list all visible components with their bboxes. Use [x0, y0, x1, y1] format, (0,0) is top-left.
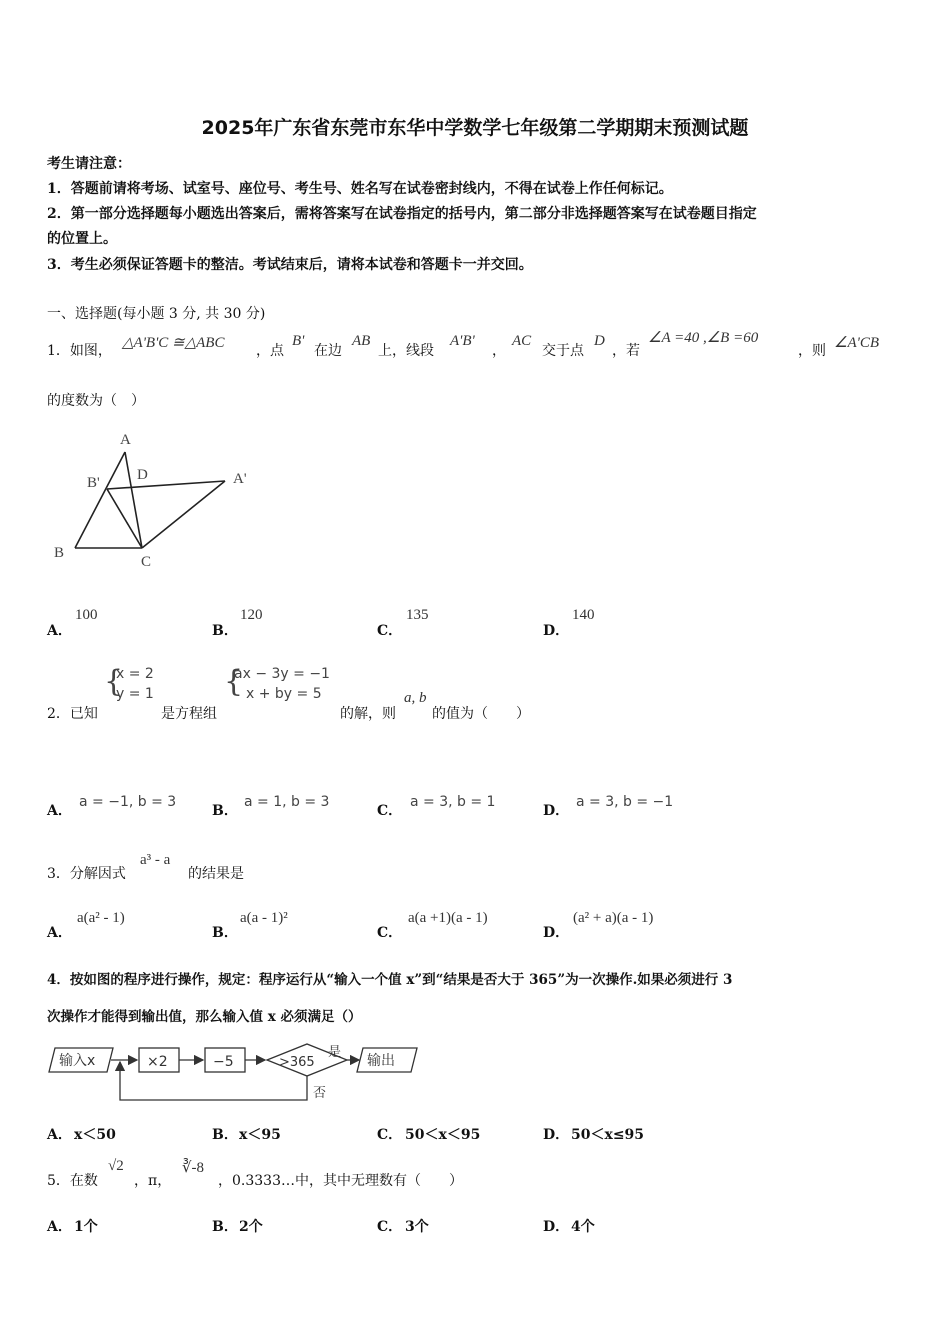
q2-equation-1: ax − 3y = −1	[234, 666, 330, 682]
q2-text-1: 是方程组	[161, 706, 217, 722]
q3-option-a-value: a(a² - 1)	[77, 910, 125, 926]
q2-option-d-label: D．	[543, 803, 570, 819]
q2-option-a-value: a = −1, b = 3	[79, 794, 177, 810]
q2-option-b-label: B．	[212, 803, 238, 819]
q1-side-ab: AB	[352, 333, 371, 349]
notice-item-1: 1．答题前请将考场、试室号、座位号、考生号、姓名写在试卷密封线内，不得在试卷上作任何标记。	[47, 181, 673, 197]
label-c: C	[141, 554, 152, 570]
q5-text-2: ，0.3333…中，其中无理数有（ ）	[218, 1173, 463, 1189]
q1-option-b-label: B．	[212, 623, 238, 639]
q2-equation-2: x + by = 5	[246, 686, 322, 702]
q2-option-a-label: A．	[47, 803, 72, 819]
q4-line-1: 4．按如图的程序进行操作，规定：程序运行从“输入一个值 x”到“结果是否大于 365”为一次操作.如果必须进行 3	[47, 972, 733, 988]
q2-solution-y: y = 1	[116, 686, 154, 702]
q4-line-2: 次操作才能得到输出值，那么输入值 x 必须满足（）	[47, 1009, 362, 1025]
q5-option-d-value: 4个	[571, 1219, 595, 1235]
q2-option-b-value: a = 1, b = 3	[244, 794, 330, 810]
notice-item-2: 2．第一部分选择题每小题选出答案后，需将答案写在试卷指定的括号内，第二部分非选择题答案写在试卷题目指定	[47, 206, 757, 222]
flow-multiply: ×2	[147, 1054, 168, 1070]
notice-item-3: 3．考生必须保证答题卡的整洁。考试结束后，请将本试卷和答题卡一并交回。	[47, 257, 533, 273]
label-aprime: A'	[233, 471, 247, 487]
q1-angles: ∠A =40 ,∠B =60	[648, 330, 759, 346]
q1-number: 1．如图，	[47, 343, 112, 359]
q3-option-d-value: (a² + a)(a - 1)	[573, 910, 654, 926]
q3-expression: a³ - a	[140, 852, 171, 868]
q2-ab: a, b	[404, 690, 427, 706]
flow-yes: 是	[328, 1045, 342, 1060]
q4-option-d-label: D．	[543, 1127, 570, 1143]
q3-option-c-value: a(a +1)(a - 1)	[408, 910, 488, 926]
q3-text-1: 的结果是	[188, 866, 244, 882]
q2-number: 2．已知	[47, 706, 98, 722]
label-d: D	[137, 467, 148, 483]
q2-solution-brace: {	[104, 664, 124, 699]
flow-input: 输入x	[59, 1053, 96, 1069]
q2-option-c-value: a = 3, b = 1	[410, 794, 496, 810]
q5-option-c-value: 3个	[405, 1219, 429, 1235]
q5-option-b-value: 2个	[239, 1219, 263, 1235]
q1-text-5: 交于点	[542, 343, 584, 359]
q4-option-a-label: A．	[47, 1127, 72, 1143]
q1-point-d: D	[594, 333, 605, 349]
q5-sqrt2: √2	[108, 1158, 124, 1174]
q2-text-3: 的值为（ ）	[432, 706, 530, 722]
q5-option-c-label: C．	[377, 1219, 403, 1235]
q1-point-bprime: B'	[292, 333, 305, 349]
q4-option-c-value: 50＜x＜95	[405, 1127, 481, 1143]
exam-title: 2025年广东省东莞市东华中学数学七年级第二学期期末预测试题	[201, 117, 749, 139]
q4-option-a-value: x＜50	[74, 1127, 116, 1143]
q4-option-b-label: B．	[212, 1127, 238, 1143]
q1-target-angle: ∠A'CB	[834, 335, 879, 351]
q5-cuberoot: ∛-8	[182, 1160, 205, 1176]
q2-solution-x: x = 2	[116, 666, 154, 682]
section-heading: 一、选择题(每小题 3 分, 共 30 分)	[47, 306, 266, 322]
q1-option-b-value: 120	[240, 607, 263, 623]
q5-option-d-label: D．	[543, 1219, 570, 1235]
q2-text-2: 的解，则	[340, 706, 396, 722]
q1-text-4: ，	[492, 343, 506, 359]
q5-option-b-label: B．	[212, 1219, 238, 1235]
flow-output: 输出	[367, 1053, 395, 1069]
q1-text-6: ，若	[612, 343, 640, 359]
q3-option-c-label: C．	[377, 925, 403, 941]
q1-line-2: 的度数为（ ）	[47, 393, 145, 409]
q1-text-7: ，则	[798, 343, 826, 359]
label-a: A	[120, 432, 131, 448]
flow-subtract: −5	[213, 1054, 234, 1070]
q1-side-ac: AC	[512, 333, 532, 349]
label-bprime: B'	[87, 475, 100, 491]
q4-flowchart	[45, 1038, 425, 1106]
q1-text-1: ，点	[256, 343, 284, 359]
q1-triangle-figure	[45, 425, 265, 575]
q1-segment: A'B'	[450, 333, 475, 349]
q5-option-a-value: 1个	[74, 1219, 98, 1235]
q1-option-c-value: 135	[406, 607, 429, 623]
flow-no: 否	[313, 1086, 327, 1101]
q2-system-brace: {	[224, 664, 244, 699]
q3-number: 3．分解因式	[47, 866, 126, 882]
q5-option-a-label: A．	[47, 1219, 72, 1235]
q1-option-d-label: D．	[543, 623, 570, 639]
q1-option-a-label: A．	[47, 623, 72, 639]
q1-option-d-value: 140	[572, 607, 595, 623]
notice-heading: 考生请注意：	[47, 156, 131, 172]
q1-congruence: △A'B'C ≅△ABC	[122, 335, 225, 351]
q2-option-c-label: C．	[377, 803, 403, 819]
flow-condition: >365	[279, 1055, 315, 1070]
q4-option-d-value: 50＜x≤95	[571, 1127, 645, 1143]
notice-item-2-cont: 的位置上。	[47, 231, 117, 247]
q3-option-b-value: a(a - 1)²	[240, 910, 288, 926]
label-b: B	[54, 545, 65, 561]
q1-text-2: 在边	[314, 343, 342, 359]
q2-option-d-value: a = 3, b = −1	[576, 794, 674, 810]
q4-option-b-value: x＜95	[239, 1127, 281, 1143]
q4-option-c-label: C．	[377, 1127, 403, 1143]
q1-option-c-label: C．	[377, 623, 403, 639]
q3-option-d-label: D．	[543, 925, 570, 941]
q3-option-b-label: B．	[212, 925, 238, 941]
q5-number: 5．在数	[47, 1173, 98, 1189]
q1-option-a-value: 100	[75, 607, 98, 623]
q3-option-a-label: A．	[47, 925, 72, 941]
q1-text-3: 上，线段	[378, 343, 434, 359]
q5-text-1: ，π，	[134, 1173, 172, 1189]
